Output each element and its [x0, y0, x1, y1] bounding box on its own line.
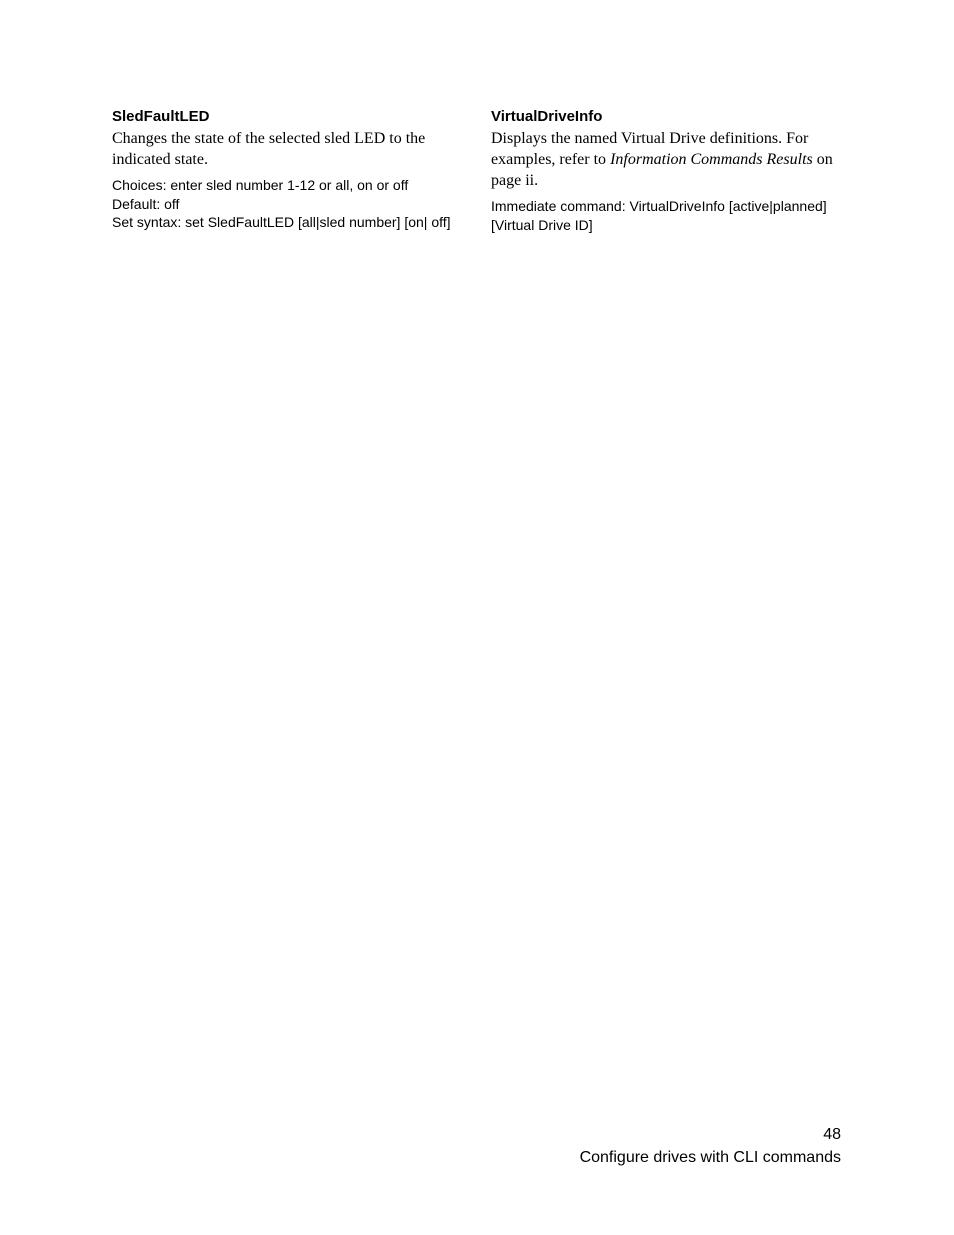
sledfaultled-heading: SledFaultLED — [112, 108, 210, 125]
sledfaultled-default: Default: off — [112, 195, 180, 212]
virtualdriveinfo-details — [491, 197, 836, 234]
description-text-before: Displays the named Virtual Drive definitions. For examples, refer to — [491, 130, 809, 168]
virtualdriveinfo-section — [491, 108, 836, 234]
virtualdriveinfo-command-line2: [Virtual Drive ID] — [491, 216, 593, 233]
page-number: 48 — [823, 1126, 841, 1143]
cross-reference-link[interactable]: Information Commands Results — [610, 151, 813, 168]
virtualdriveinfo-command-line1: Immediate command: VirtualDriveInfo [active|planned] — [491, 198, 827, 214]
virtualdriveinfo-description — [491, 128, 836, 191]
description-text-after: on page ii. — [491, 151, 833, 189]
footer-section-title: Configure drives with CLI commands — [579, 1149, 841, 1166]
sledfaultled-choices: Choices: enter sled number 1-12 or all, on or off — [112, 177, 409, 193]
virtualdriveinfo-heading: VirtualDriveInfo — [491, 108, 603, 125]
sledfaultled-section — [112, 108, 462, 232]
sledfaultled-details — [112, 176, 462, 232]
sledfaultled-description: Changes the state of the selected sled LED to the indicated state. — [112, 130, 426, 168]
sledfaultled-syntax: Set syntax: set SledFaultLED [all|sled number] [on| off] — [112, 214, 451, 230]
